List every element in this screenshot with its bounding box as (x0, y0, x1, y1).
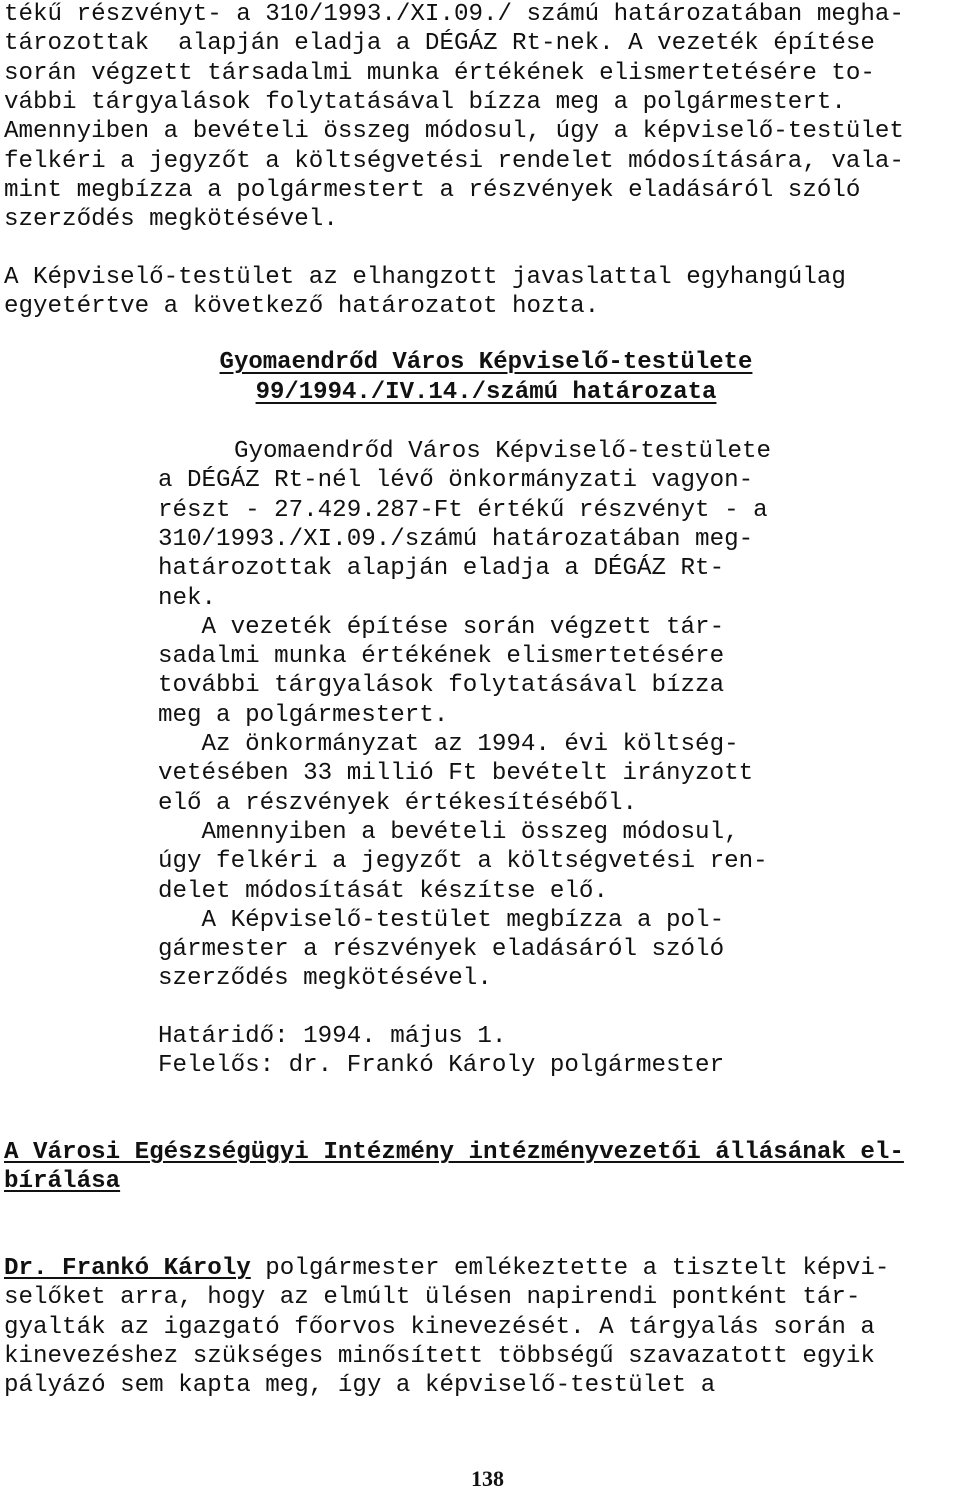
text-line: szerződés megkötésével. (158, 965, 492, 993)
vote-paragraph (0, 264, 960, 352)
text-line: a DÉGÁZ Rt-nél lévő önkormányzati vagyon- (158, 467, 754, 495)
text-line: úgy felkéri a jegyzőt a költségvetési ren- (158, 848, 768, 876)
text-line: Az önkormányzat az 1994. évi költség- (158, 731, 739, 758)
deadline: Határidő: 1994. május 1. (158, 1023, 507, 1050)
text-line: meg a polgármestert. (158, 701, 449, 729)
text-line (4, 1254, 889, 1283)
resolution-body (0, 352, 960, 1080)
text-line: A vezeték építése során végzett tár- (158, 613, 725, 641)
text-line: sadalmi munka értékének elismertetésére (158, 643, 725, 671)
text-line: selőket arra, hogy az elmúlt ülésen napirendi pontként tár- (4, 1284, 861, 1312)
text-line: egyetértve a következő határozatot hozta. (4, 293, 600, 321)
responsible-person: Felelős: dr. Frankó Károly polgármester (158, 1052, 725, 1080)
text-line: részt - 27.429.287-Ft értékű részvényt - a (158, 496, 768, 524)
resolution-number (6, 378, 960, 407)
text-line: nek. (158, 584, 217, 612)
heading-line (4, 1138, 904, 1167)
resolution-title-line1: Gyomaendrőd Város Képviselő-testülete (219, 349, 753, 376)
text-line: pályázó sem kapta meg, így a képviselő-testület a (4, 1372, 716, 1400)
speaker-name: Dr. Frankó Károly (4, 1255, 251, 1282)
text-line: vetésében 33 millió Ft bevételt irányzott (158, 760, 754, 788)
text-line: tározottak alapján eladja a DÉGÁZ Rt-nek. A vezeték építése (4, 30, 875, 58)
text-line: elő a részvények értékesítéséből. (158, 789, 637, 817)
text-line: delet módosítását készítse elő. (158, 877, 608, 905)
text-line: 310/1993./XI.09./számú határozatában meg- (158, 525, 754, 553)
text-line: kinevezéshez szükséges minősített többségű szavazatott egyik (4, 1342, 875, 1370)
heading-line (4, 1167, 120, 1196)
text-line: gyalták az igazgató főorvos kinevezését. A tárgyalás során a (4, 1313, 875, 1341)
page-number: 138 (471, 1466, 504, 1491)
text-line: határozottak alapján eladja a DÉGÁZ Rt- (158, 555, 725, 583)
resolution-title-line2: 99/1994./IV.14./számú határozata (255, 379, 717, 406)
text-line: Amennyiben a bevételi összeg módosul, úgy a képviselő-testület (4, 118, 904, 146)
text-line: mint megbízza a polgármestert a részvények eladásáról szóló (4, 176, 861, 204)
text-line: Gyomaendrőd Város Képviselő-testülete (234, 438, 772, 465)
text-line: felkéri a jegyzőt a költségvetési rendelet módosítására, vala- (4, 147, 904, 175)
text-line: A Képviselő-testület az elhangzott javaslattal egyhangúlag (4, 264, 846, 291)
text-line: során végzett társadalmi munka értékének elismertetésére to- (4, 59, 875, 87)
resolution-title (6, 348, 960, 377)
text-line: további tárgyalások folytatásával bízza (158, 672, 725, 700)
text-line: Amennyiben a bevételi összeg módosul, (158, 818, 739, 846)
heading-text: bírálása (4, 1168, 121, 1196)
heading-text: A Városi Egészségügyi Intézmény intézményvezetői állásának el- (4, 1139, 904, 1166)
text-line: vábbi tárgyalások folytatásával bízza meg a polgármestert. (4, 88, 846, 116)
text-span: polgármester emlékeztette a tisztelt képvi- (250, 1255, 890, 1282)
text-line: gármester a részvények eladásáról szóló (158, 936, 725, 964)
text-line: tékű részvényt- a 310/1993./XI.09./ számú határozatában megha- (4, 1, 904, 28)
text-line: A Képviselő-testület megbízza a pol- (158, 906, 725, 934)
intro-paragraph (0, 0, 960, 264)
section-paragraph (0, 1084, 960, 1400)
text-line: szerződés megkötésével. (4, 206, 338, 234)
